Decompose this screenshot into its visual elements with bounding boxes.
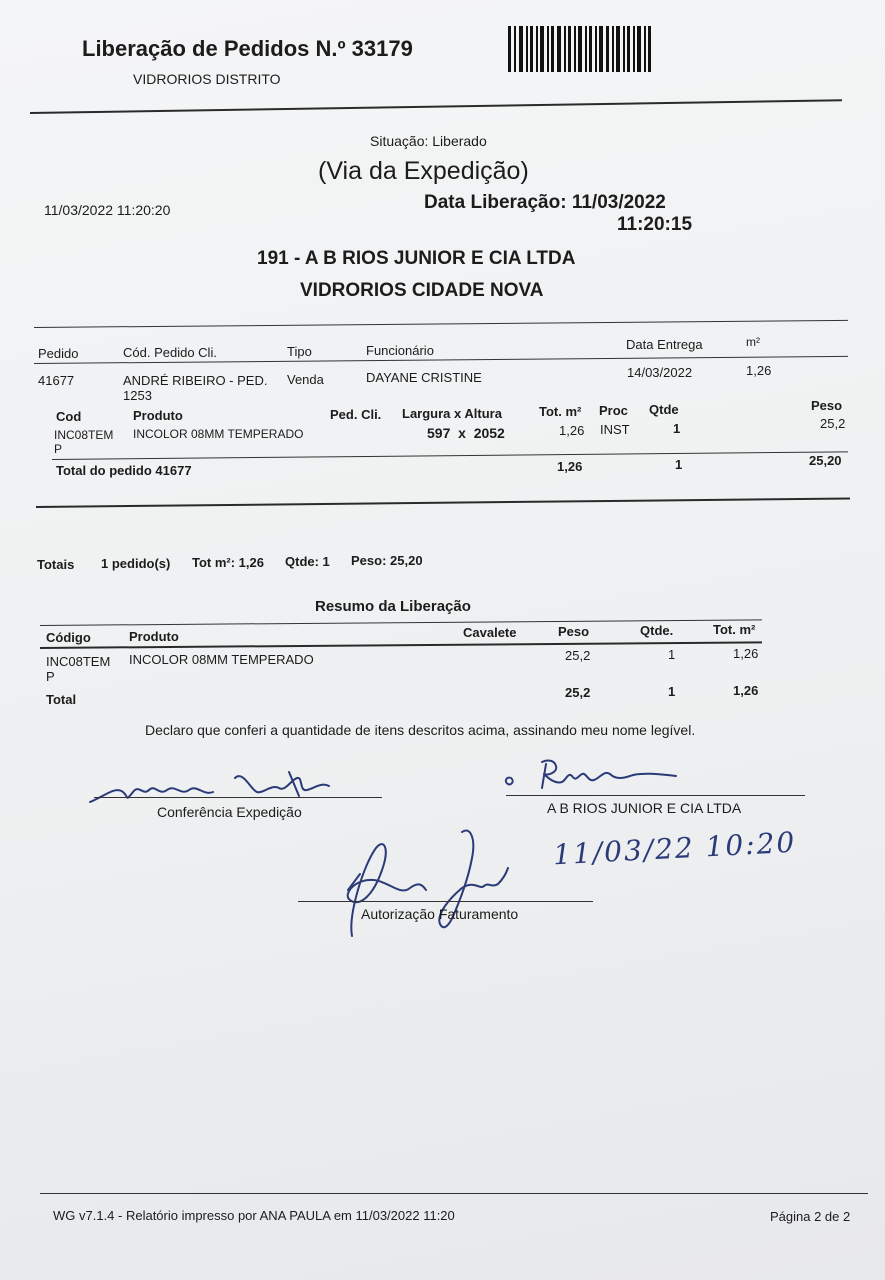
order-total-qtde: 1	[675, 457, 683, 472]
order-table-bottom-rule	[36, 497, 850, 508]
resumo-title: Resumo da Liberação	[315, 598, 471, 615]
col-header-data-entrega: Data Entrega	[626, 337, 703, 352]
resumo-qtde: 1	[668, 647, 676, 662]
order-table-top-rule	[34, 320, 848, 328]
item-qtde: 1	[673, 421, 681, 436]
item-tot-m2: 1,26	[559, 423, 585, 438]
item-total-rule	[52, 451, 848, 460]
item-header-produto: Produto	[133, 408, 183, 423]
resumo-header-tot-m2: Tot. m²	[713, 622, 756, 637]
autorizacao-signature-line	[298, 901, 593, 902]
via-label: (Via da Expedição)	[318, 157, 529, 185]
document-title: Liberação de Pedidos N.º 33179	[82, 36, 413, 61]
col-header-pedido: Pedido	[38, 346, 79, 361]
order-pedido: 41677	[38, 373, 75, 388]
item-header-largura-altura: Largura x Altura	[402, 406, 502, 421]
company-name: VIDRORIOS DISTRITO	[133, 71, 281, 87]
order-cod-pedido-cli: ANDRÉ RIBEIRO - PED.	[123, 373, 268, 388]
order-funcionario: DAYANE CRISTINE	[366, 370, 482, 385]
resumo-total-label: Total	[46, 692, 77, 707]
resumo-peso: 25,2	[565, 648, 591, 663]
item-produto: INCOLOR 08MM TEMPERADO	[133, 427, 304, 441]
totals-label: Totais	[37, 557, 75, 572]
page-number: Página 2 de 2	[770, 1209, 851, 1224]
barcode-image	[508, 26, 652, 72]
item-proc: INST	[600, 422, 630, 437]
footer-rule	[40, 1193, 868, 1194]
resumo-header-produto: Produto	[129, 629, 179, 644]
footer-printed-by: WG v7.1.4 - Relatório impresso por ANA PAULA em 11/03/2022 11:20	[53, 1208, 455, 1223]
resumo-produto: INCOLOR 08MM TEMPERADO	[129, 652, 314, 667]
autorizacao-label: Autorização Faturamento	[361, 906, 519, 922]
resumo-total-tot-m2: 1,26	[733, 683, 759, 698]
item-cod-cont: P	[54, 442, 63, 456]
client-signature-image	[500, 754, 690, 794]
conferencia-signature-image	[85, 762, 345, 806]
autorizacao-signature-image	[330, 824, 530, 944]
item-header-cod: Cod	[56, 409, 82, 424]
header-divider	[30, 99, 842, 114]
client-branch: VIDRORIOS CIDADE NOVA	[300, 280, 544, 301]
col-header-m2: m²	[746, 335, 760, 349]
totals-peso: Peso: 25,20	[351, 553, 423, 568]
release-time: 11:20:15	[617, 214, 693, 235]
resumo-total-peso: 25,2	[565, 685, 591, 700]
item-largura-altura: 597 x 2052	[427, 425, 505, 441]
item-cod: INC08TEM	[54, 428, 114, 442]
declaration-text: Declaro que conferi a quantidade de itens descritos acima, assinando meu nome legível.	[145, 722, 696, 738]
client-signature-line	[506, 795, 805, 796]
col-header-funcionario: Funcionário	[366, 343, 434, 358]
resumo-tot-m2: 1,26	[733, 646, 759, 661]
conferencia-signature-line	[94, 797, 382, 798]
resumo-codigo-cont: P	[46, 669, 55, 684]
order-tipo: Venda	[287, 372, 324, 387]
order-total-tot-m2: 1,26	[557, 459, 583, 474]
col-header-cod-pedido-cli: Cód. Pedido Cli.	[123, 345, 217, 360]
resumo-header-qtde: Qtde.	[640, 623, 674, 638]
print-datetime: 11/03/2022 11:20:20	[44, 202, 171, 218]
item-peso: 25,2	[820, 416, 846, 431]
order-cod-pedido-cli-cont: 1253	[123, 388, 152, 403]
order-m2: 1,26	[746, 363, 772, 378]
resumo-header-codigo: Código	[46, 630, 91, 645]
totals-tot-m2: Tot m²: 1,26	[192, 555, 264, 570]
client-signature-label: A B RIOS JUNIOR E CIA LTDA	[547, 800, 742, 816]
status-text: Situação: Liberado	[370, 133, 487, 149]
item-header-ped-cli: Ped. Cli.	[330, 407, 382, 422]
conferencia-label: Conferência Expedição	[157, 804, 302, 820]
col-header-tipo: Tipo	[287, 344, 312, 359]
client-name: 191 - A B RIOS JUNIOR E CIA LTDA	[257, 248, 576, 269]
order-total-label: Total do pedido 41677	[56, 463, 192, 478]
item-header-proc: Proc	[599, 403, 628, 418]
handwritten-date: 11/03/22 10:20	[552, 825, 798, 872]
resumo-header-cavalete: Cavalete	[463, 625, 517, 640]
item-header-peso: Peso	[811, 398, 843, 413]
totals-pedidos: 1 pedido(s)	[101, 556, 171, 571]
order-total-peso: 25,20	[809, 453, 842, 468]
order-data-entrega: 14/03/2022	[627, 365, 693, 380]
release-date: Data Liberação: 11/03/2022	[424, 192, 666, 213]
resumo-total-qtde: 1	[668, 684, 676, 699]
item-header-tot-m2: Tot. m²	[539, 404, 582, 419]
resumo-header-peso: Peso	[558, 624, 590, 639]
resumo-codigo: INC08TEM	[46, 654, 111, 669]
item-header-qtde: Qtde	[649, 402, 679, 417]
totals-qtde: Qtde: 1	[285, 554, 330, 569]
